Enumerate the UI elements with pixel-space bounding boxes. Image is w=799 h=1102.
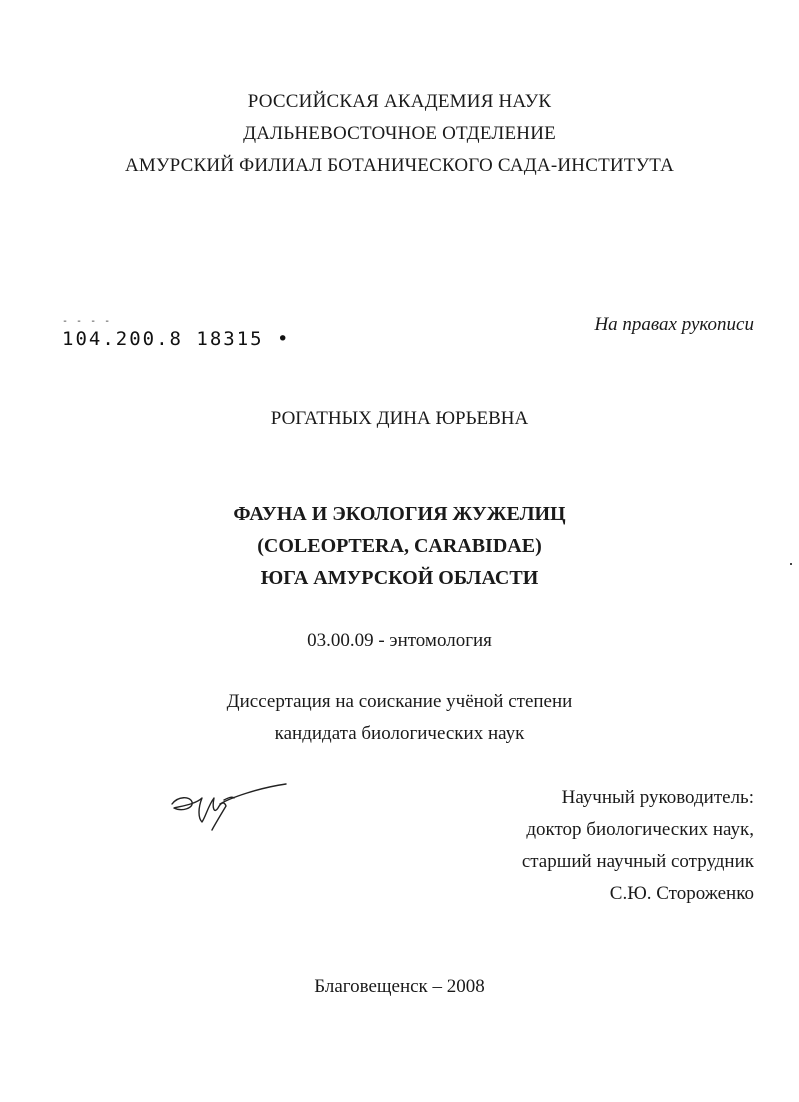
- title-line-2: (COLEOPTERA, CARABIDAE): [257, 535, 542, 557]
- supervisor-label: Научный руководитель:: [561, 787, 754, 808]
- supervisor-degree: доктор биологических наук,: [526, 819, 754, 840]
- city-year: Благовещенск – 2008: [314, 976, 485, 997]
- branch-name: ДАЛЬНЕВОСТОЧНОЕ ОТДЕЛЕНИЕ: [243, 123, 556, 144]
- scan-speck: [790, 563, 792, 565]
- author-name: РОГАТНЫХ ДИНА ЮРЬЕВНА: [270, 408, 529, 429]
- degree-line-1: Диссертация на соискание учёной степени: [226, 691, 573, 712]
- supervisor-name: С.Ю. Стороженко: [609, 883, 754, 904]
- specialty-code: 03.00.09 - энтомология: [307, 630, 492, 651]
- manuscript-note: На правах рукописи: [594, 314, 754, 335]
- institute-name: АМУРСКИЙ ФИЛИАЛ БОТАНИЧЕСКОГО САДА-ИНСТИТУТА: [124, 155, 675, 176]
- academy-name: РОССИЙСКАЯ АКАДЕМИЯ НАУК: [247, 91, 552, 112]
- degree-line-2: кандидата биологических наук: [274, 723, 525, 744]
- supervisor-position: старший научный сотрудник: [521, 851, 754, 872]
- title-line-1: ФАУНА И ЭКОЛОГИЯ ЖУЖЕЛИЦ: [233, 503, 566, 525]
- title-line-3: ЮГА АМУРСКОЙ ОБЛАСТИ: [260, 567, 539, 589]
- stamp-marks: - - - -: [62, 316, 112, 327]
- library-stamp-number: 104.200.8 18315 •: [62, 328, 291, 350]
- author-signature: [168, 782, 290, 832]
